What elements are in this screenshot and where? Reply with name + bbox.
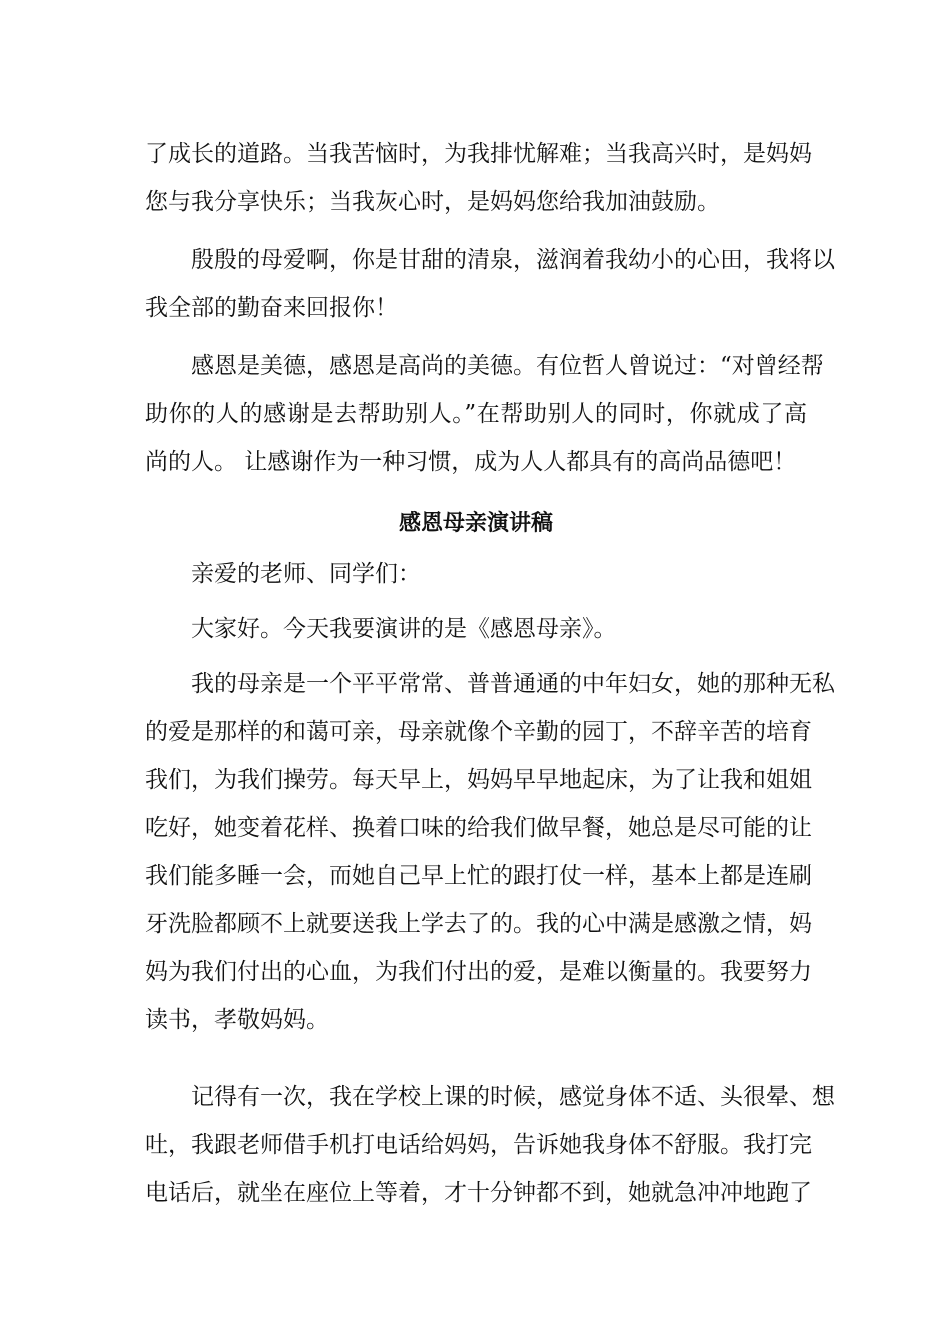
text-line: 亲爱的老师、同学们： — [145, 561, 421, 587]
text-line: 妈为我们付出的心血，为我们付出的爱，是难以衡量的。我要努力 — [145, 959, 812, 985]
text-line: 我们，为我们操劳。每天早上，妈妈早早地起床，为了让我和姐姐 — [145, 767, 812, 793]
text-line: 殷殷的母爱啊，你是甘甜的清泉，滋润着我幼小的心田，我将以 — [145, 247, 835, 273]
text-line: 吐，我跟老师借手机打电话给妈妈，告诉她我身体不舒服。我打完 — [145, 1132, 812, 1158]
text-line: 尚的人。 让感谢作为一种习惯，成为人人都具有的高尚品德吧！ — [145, 449, 797, 475]
text-line: 我们能多睡一会，而她自己早上忙的跟打仗一样，基本上都是连刷 — [145, 863, 812, 889]
text-line: 您与我分享快乐；当我灰心时，是妈妈您给我加油鼓励。 — [145, 189, 720, 215]
text-line: 大家好。今天我要演讲的是《感恩母亲》。 — [145, 616, 617, 642]
text-line: 电话后，就坐在座位上等着，才十分钟都不到，她就急冲冲地跑了 — [145, 1180, 812, 1206]
text-line: 助你的人的感谢是去帮助别人。”在帮助别人的同时，你就成了高 — [145, 401, 807, 427]
text-line: 吃好，她变着花样、换着口味的给我们做早餐，她总是尽可能的让 — [145, 815, 812, 841]
text-line: 感恩是美德，感恩是高尚的美德。有位哲人曾说过：“对曾经帮 — [145, 353, 824, 379]
text-line: 了成长的道路。当我苦恼时，为我排忧解难；当我高兴时，是妈妈 — [145, 141, 812, 167]
section-heading: 感恩母亲演讲稿 — [398, 511, 553, 536]
text-line: 读书，孝敬妈妈。 — [145, 1007, 329, 1033]
text-line: 牙洗脸都顾不上就要送我上学去了的。我的心中满是感激之情，妈 — [145, 911, 812, 937]
text-line: 我全部的勤奋来回报你！ — [145, 295, 398, 321]
text-line: 记得有一次，我在学校上课的时候，感觉身体不适、头很晕、想 — [145, 1084, 835, 1110]
text-line: 的爱是那样的和蔼可亲，母亲就像个辛勤的园丁，不辞辛苦的培育 — [145, 719, 812, 745]
text-line: 我的母亲是一个平平常常、普普通通的中年妇女，她的那种无私 — [145, 671, 835, 697]
